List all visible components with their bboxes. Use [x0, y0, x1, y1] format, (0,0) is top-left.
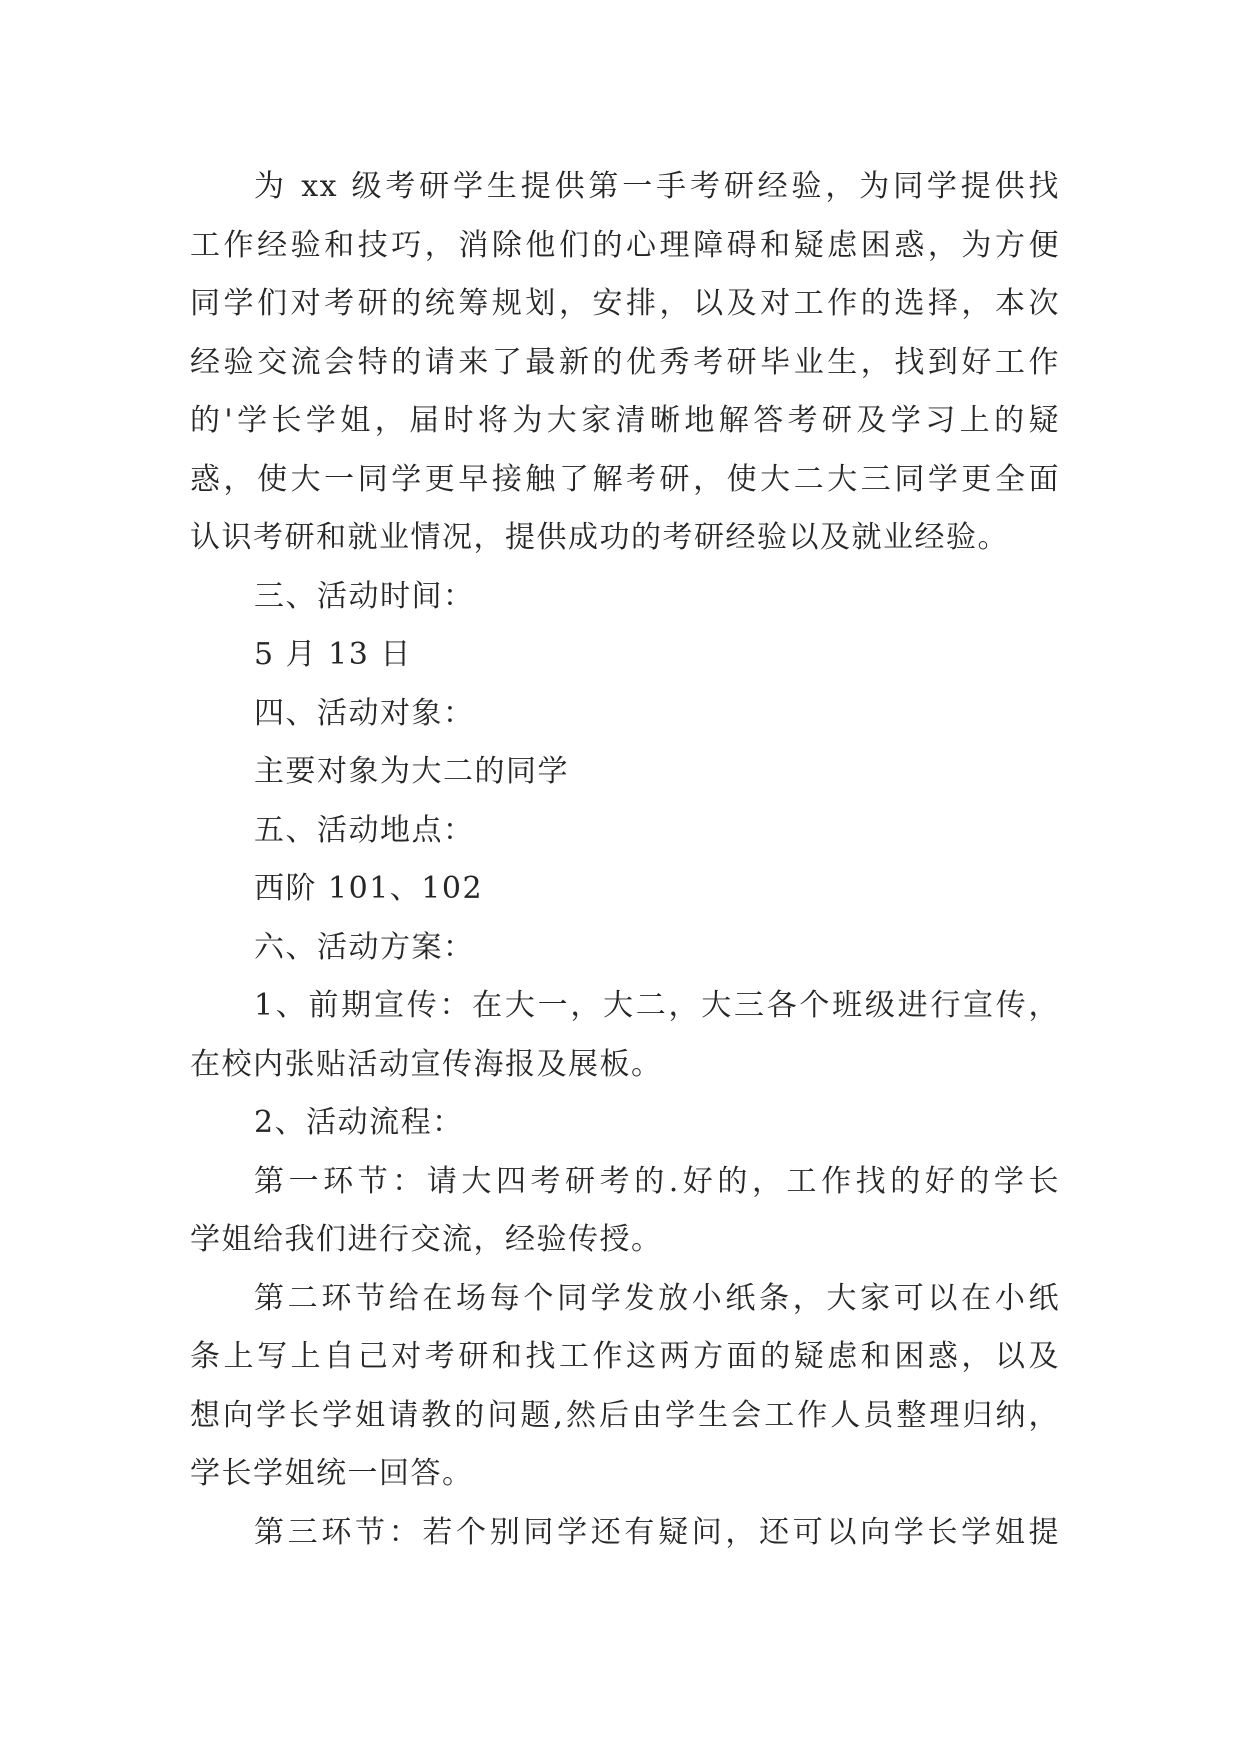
text-line: 想向学长学姐请教的问题,然后由学生会工作人员整理归纳，: [190, 1397, 1060, 1433]
text-line: 三、活动时间：: [254, 578, 475, 614]
text-line: 2、活动流程：: [254, 1105, 464, 1140]
text-line: 五、活动地点：: [254, 812, 475, 848]
text-line: 工作经验和技巧，消除他们的心理障碍和疑虑困惑，为方便: [190, 227, 1060, 263]
text-line: 的'学长学姐，届时将为大家清晰地解答考研及学习上的疑: [190, 403, 1060, 438]
document-body: [190, 158, 1060, 1562]
paragraph-publicity: [190, 977, 1060, 1094]
heading-activity-time: [190, 568, 1060, 627]
text-line: 惑，使大一同学更早接触了解考研，使大二大三同学更全面: [190, 461, 1060, 497]
text-line: 在校内张贴活动宣传海报及展板。: [190, 1046, 663, 1082]
text-line: 1、前期宣传：在大一，大二，大三各个班级进行宣传，: [254, 988, 1060, 1023]
text-line: 第三环节：若个别同学还有疑问，还可以向学长学姐提: [254, 1514, 1060, 1550]
text-line: 四、活动对象：: [254, 695, 475, 731]
heading-activity-plan: [190, 919, 1060, 978]
text-line: 经验交流会特的请来了最新的优秀考研毕业生，找到好工作: [190, 344, 1060, 380]
paragraph-intro: [190, 158, 1060, 568]
text-line: 同学们对考研的统筹规划，安排，以及对工作的选择，本次: [190, 286, 1060, 321]
text-line: 为 xx 级考研学生提供第一手考研经验，为同学提供找: [254, 169, 1060, 204]
paragraph-step-one: [190, 1153, 1060, 1270]
paragraph-step-three: [190, 1504, 1060, 1563]
text-line: 5 月 13 日: [254, 637, 412, 672]
text-line: 学长学姐统一回答。: [190, 1456, 474, 1491]
text-line: 认识考研和就业情况，提供成功的考研经验以及就业经验。: [190, 520, 1009, 555]
activity-location: [190, 860, 1060, 919]
text-line: 西阶 101、102: [254, 871, 484, 906]
paragraph-step-two: [190, 1270, 1060, 1504]
text-line: 六、活动方案：: [254, 929, 475, 965]
text-line: 主要对象为大二的同学: [254, 754, 569, 789]
text-line: 第一环节：请大四考研考的.好的，工作找的好的学长: [254, 1163, 1060, 1199]
activity-audience: [190, 743, 1060, 802]
heading-activity-process: [190, 1094, 1060, 1153]
activity-date: [190, 626, 1060, 685]
text-line: 第二环节给在场每个同学发放小纸条，大家可以在小纸: [254, 1280, 1060, 1316]
text-line: 条上写上自己对考研和找工作这两方面的疑虑和困惑，以及: [190, 1339, 1060, 1374]
heading-activity-audience: [190, 685, 1060, 744]
heading-activity-location: [190, 802, 1060, 861]
text-line: 学姐给我们进行交流，经验传授。: [190, 1222, 663, 1257]
